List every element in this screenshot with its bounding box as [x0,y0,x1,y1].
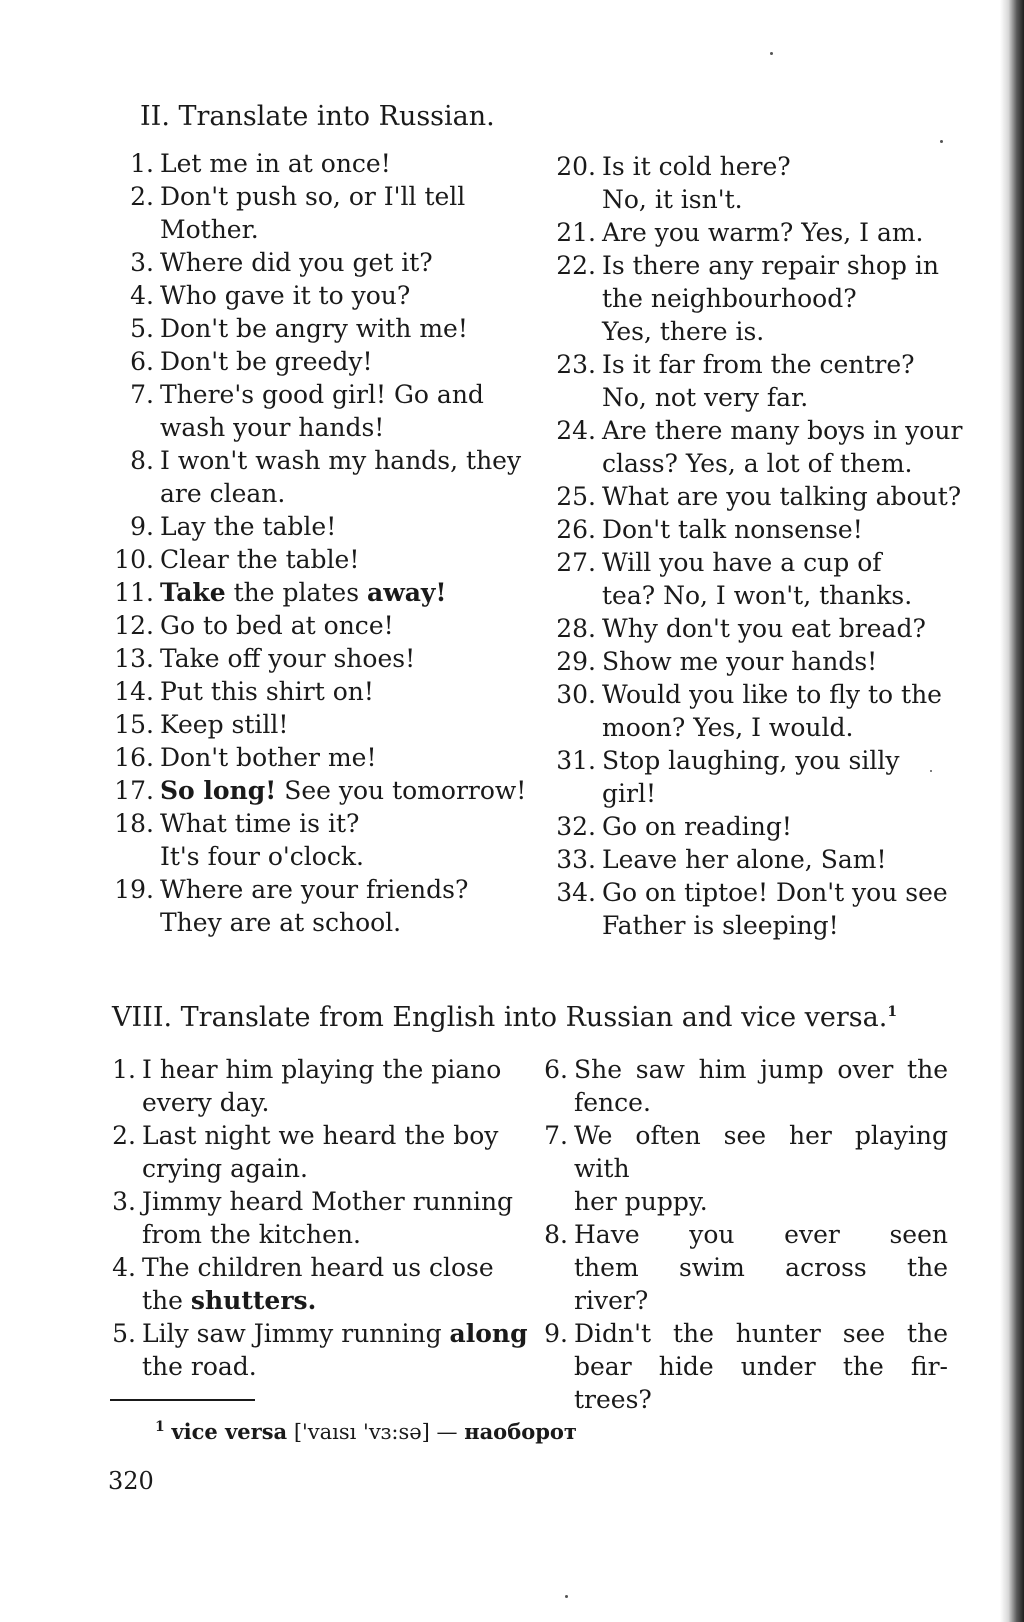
item-text [602,216,948,249]
item-text [574,1119,948,1218]
item-line: Will you have a cup of [602,548,882,577]
item-line: Have you ever seen [574,1220,948,1249]
exercise-item [106,642,506,675]
item-line: trees? [574,1385,652,1414]
item-number: 9. [544,1319,568,1348]
item-text [160,642,506,675]
item-text [160,576,506,609]
item-line: them swim across the [574,1253,948,1282]
item-line: bear hide under the fir- [574,1352,948,1381]
item-line: Go on tiptoe! Don't you see [602,878,948,907]
exercise-item [548,216,948,249]
exercise-item [548,513,948,546]
footnote-translation: наоборот [464,1419,577,1444]
item-text [574,1053,948,1119]
exercise-item [548,348,948,414]
exercise-item [548,249,948,348]
item-number: 14. [114,677,154,706]
exercise-item [548,843,948,876]
item-line: Don't bother me! [160,743,377,772]
item-text [602,645,948,678]
exercise-item [548,480,962,513]
item-line: class? Yes, a lot of them. [602,449,913,478]
item-number: 4. [130,281,154,310]
item-text [160,543,506,576]
item-line: tea? No, I won't, thanks. [602,581,913,610]
item-line: the neighbourhood? [602,284,857,313]
item-number: 15. [114,710,154,739]
item-line: It's four o'clock. [160,842,364,871]
section-ii-heading: II. Translate into Russian. [140,101,495,132]
exercise-item [106,246,506,279]
item-line: We often see her playing with [574,1121,948,1183]
exercise-item [106,543,506,576]
item-line: Yes, there is. [602,317,765,346]
item-number: 30. [556,680,596,709]
item-text [602,480,961,513]
item-line: Let me in at once! [160,149,391,178]
item-line: I won't wash my hands, they [160,446,522,475]
item-text [574,1317,948,1416]
item-number: 22. [556,251,596,280]
item-line [142,1284,504,1317]
item-text [574,1218,948,1317]
item-text [142,1119,504,1185]
item-number: 8. [130,446,154,475]
section-viii-left-column [106,1053,528,1383]
item-number: 28. [556,614,596,643]
item-number: 26. [556,515,596,544]
item-number: 33. [556,845,596,874]
item-text [602,843,948,876]
exercise-item [106,1119,504,1185]
exercise-item [548,810,948,843]
section-viii-heading-text: VIII. Translate from English into Russian and vice versa. [112,1002,888,1033]
item-number: 20. [556,152,596,181]
item-text [160,510,506,543]
item-text [160,279,506,312]
item-text [602,348,948,414]
item-number: 8. [544,1220,568,1249]
item-number: 31. [556,746,596,775]
item-text [160,180,506,246]
footnote-term: vice versa [171,1419,288,1444]
item-line: fence. [574,1088,651,1117]
item-number: 21. [556,218,596,247]
item-number: 9. [130,512,154,541]
item-number: 19. [114,875,154,904]
item-line: Is it cold here? [602,152,791,181]
item-text [160,774,526,807]
item-line: Clear the table! [160,545,360,574]
item-line: Don't be angry with me! [160,314,468,343]
item-line: Who gave it to you? [160,281,411,310]
exercise-item [548,546,948,612]
item-text [160,345,506,378]
item-line: Don't push so, or I'll tell [160,182,466,211]
item-line: girl! [602,779,656,808]
item-text [602,150,948,216]
item-number: 11. [114,578,154,607]
item-line: I hear him playing the piano [142,1055,502,1084]
exercise-item [548,414,963,480]
item-number: 17. [114,776,154,805]
item-number: 3. [130,248,154,277]
item-line: The children heard us close [142,1253,494,1282]
item-number: 7. [130,380,154,409]
item-line: Mother. [160,215,259,244]
item-line: Are there many boys in your [602,416,963,445]
item-line: Don't talk nonsense! [602,515,863,544]
exercise-item [106,180,506,246]
exercise-item [106,741,506,774]
item-text [602,810,948,843]
exercise-item [538,1218,948,1317]
item-text [160,675,506,708]
exercise-item [106,510,506,543]
item-text [160,708,506,741]
exercise-item [548,876,948,942]
exercise-item [106,345,506,378]
item-text [602,249,948,348]
section-ii-left-column [106,147,527,939]
item-number: 25. [556,482,596,511]
item-number: 18. [114,809,154,838]
exercise-item [548,612,948,645]
item-line: No, it isn't. [602,185,743,214]
item-line [160,576,506,609]
exercise-item [548,645,948,678]
item-line: No, not very far. [602,383,809,412]
item-text [602,612,948,645]
item-number: 7. [544,1121,568,1150]
item-line: Where did you get it? [160,248,433,277]
item-line: from the kitchen. [142,1220,361,1249]
item-line: Go on reading! [602,812,792,841]
exercise-item [106,807,506,873]
item-line: Are you warm? Yes, I am. [602,218,924,247]
item-line [142,1317,528,1350]
item-text [602,414,962,480]
item-number: 4. [112,1253,136,1282]
item-text [160,873,506,939]
item-line: the road. [142,1352,257,1381]
exercise-item [106,873,506,939]
item-text [142,1317,528,1383]
exercise-item [538,1053,948,1119]
item-text [160,378,506,444]
item-line: Would you like to fly to the [602,680,942,709]
item-line: are clean. [160,479,286,508]
item-line: Lay the table! [160,512,337,541]
item-line: river? [574,1286,649,1315]
section-viii-right-column [538,1053,948,1416]
bold-phrase: So long! [160,776,277,805]
footnote-mark: 1 [155,1419,165,1435]
item-line: Is there any repair shop in [602,251,939,280]
item-line: Is it far from the centre? [602,350,915,379]
item-text [160,609,506,642]
exercise-item [106,279,506,312]
item-text [160,444,521,510]
section-ii-right-column [548,150,963,942]
item-line: every day. [142,1088,270,1117]
item-line-part: Lily saw Jimmy running [142,1319,450,1348]
exercise-item [106,147,506,180]
item-text [602,546,948,612]
exercise-item [548,744,948,810]
item-line: Show me your hands! [602,647,878,676]
exercise-item [538,1317,948,1416]
item-line: Jimmy heard Mother running [142,1187,514,1216]
item-text [160,741,506,774]
item-line: her puppy. [574,1187,708,1216]
exercise-item [106,609,506,642]
item-text [602,876,948,942]
scan-speck [565,1595,568,1598]
item-text [602,513,948,546]
item-number: 13. [114,644,154,673]
exercise-item [106,1053,504,1119]
item-line-part: See you tomorrow! [276,776,527,805]
item-number: 3. [112,1187,136,1216]
item-line: crying again. [142,1154,308,1183]
item-number: 1. [112,1055,136,1084]
item-number: 16. [114,743,154,772]
item-line: Didn't the hunter see the [574,1319,948,1348]
exercise-item [106,576,506,609]
item-number: 24. [556,416,596,445]
item-line: Leave her alone, Sam! [602,845,887,874]
item-number: 5. [130,314,154,343]
scan-speck [930,770,932,772]
exercise-item [106,444,522,510]
bold-phrase: away! [367,578,447,607]
item-text [160,807,506,873]
section-viii-heading [112,995,897,1035]
item-line: Go to bed at once! [160,611,394,640]
item-line: She saw him jump over the [574,1055,948,1084]
item-number: 27. [556,548,596,577]
item-line: Stop laughing, you silly [602,746,900,775]
exercise-item [106,312,506,345]
exercise-item [106,675,506,708]
item-line: Take off your shoes! [160,644,416,673]
item-number: 6. [130,347,154,376]
item-line: What are you talking about? [602,482,962,511]
item-number: 5. [112,1319,136,1348]
item-number: 1. [130,149,154,178]
item-number: 23. [556,350,596,379]
exercise-item [538,1119,948,1218]
item-line: Why don't you eat bread? [602,614,926,643]
item-line: moon? Yes, I would. [602,713,854,742]
item-line: Put this shirt on! [160,677,374,706]
item-line: Last night we heard the boy [142,1121,499,1150]
item-line: Keep still! [160,710,289,739]
exercise-item [106,1251,504,1317]
item-number: 6. [544,1055,568,1084]
item-line: Father is sleeping! [602,911,839,940]
exercise-item [106,774,527,807]
item-number: 12. [114,611,154,640]
bold-phrase: Take [160,578,226,607]
footnote-divider [110,1399,255,1401]
exercise-item [106,378,506,444]
footnote [155,1413,577,1446]
item-text [160,312,506,345]
bold-phrase: shutters. [190,1286,317,1315]
item-line: wash your hands! [160,413,385,442]
item-text [160,246,506,279]
item-text [602,744,948,810]
footnote-transcription: ['vaısı 'vɜ:sə] — [287,1420,465,1444]
item-text [160,147,506,180]
exercise-item [548,678,948,744]
book-spine-shadow [1000,0,1024,1622]
item-number: 10. [114,545,154,574]
exercise-item [548,150,948,216]
item-text [142,1053,504,1119]
page-number: 320 [108,1467,154,1495]
item-line [160,774,526,807]
item-line: Where are your friends? [160,875,469,904]
item-text [142,1251,504,1317]
scan-speck [940,140,943,143]
item-text [142,1185,513,1251]
bold-phrase: along [449,1319,528,1348]
item-line-part: the [142,1286,191,1315]
item-line: What time is it? [160,809,360,838]
item-line: Don't be greedy! [160,347,373,376]
exercise-item [106,708,506,741]
exercise-item [106,1185,514,1251]
item-number: 34. [556,878,596,907]
item-number: 2. [130,182,154,211]
item-line: They are at school. [160,908,402,937]
scan-speck [770,52,773,55]
item-number: 29. [556,647,596,676]
item-line-part: the plates [225,578,367,607]
item-line: There's good girl! Go and [160,380,484,409]
item-number: 32. [556,812,596,841]
item-number: 2. [112,1121,136,1150]
footnote-reference-mark: 1 [887,1004,898,1020]
item-text [602,678,948,744]
exercise-item [106,1317,528,1383]
